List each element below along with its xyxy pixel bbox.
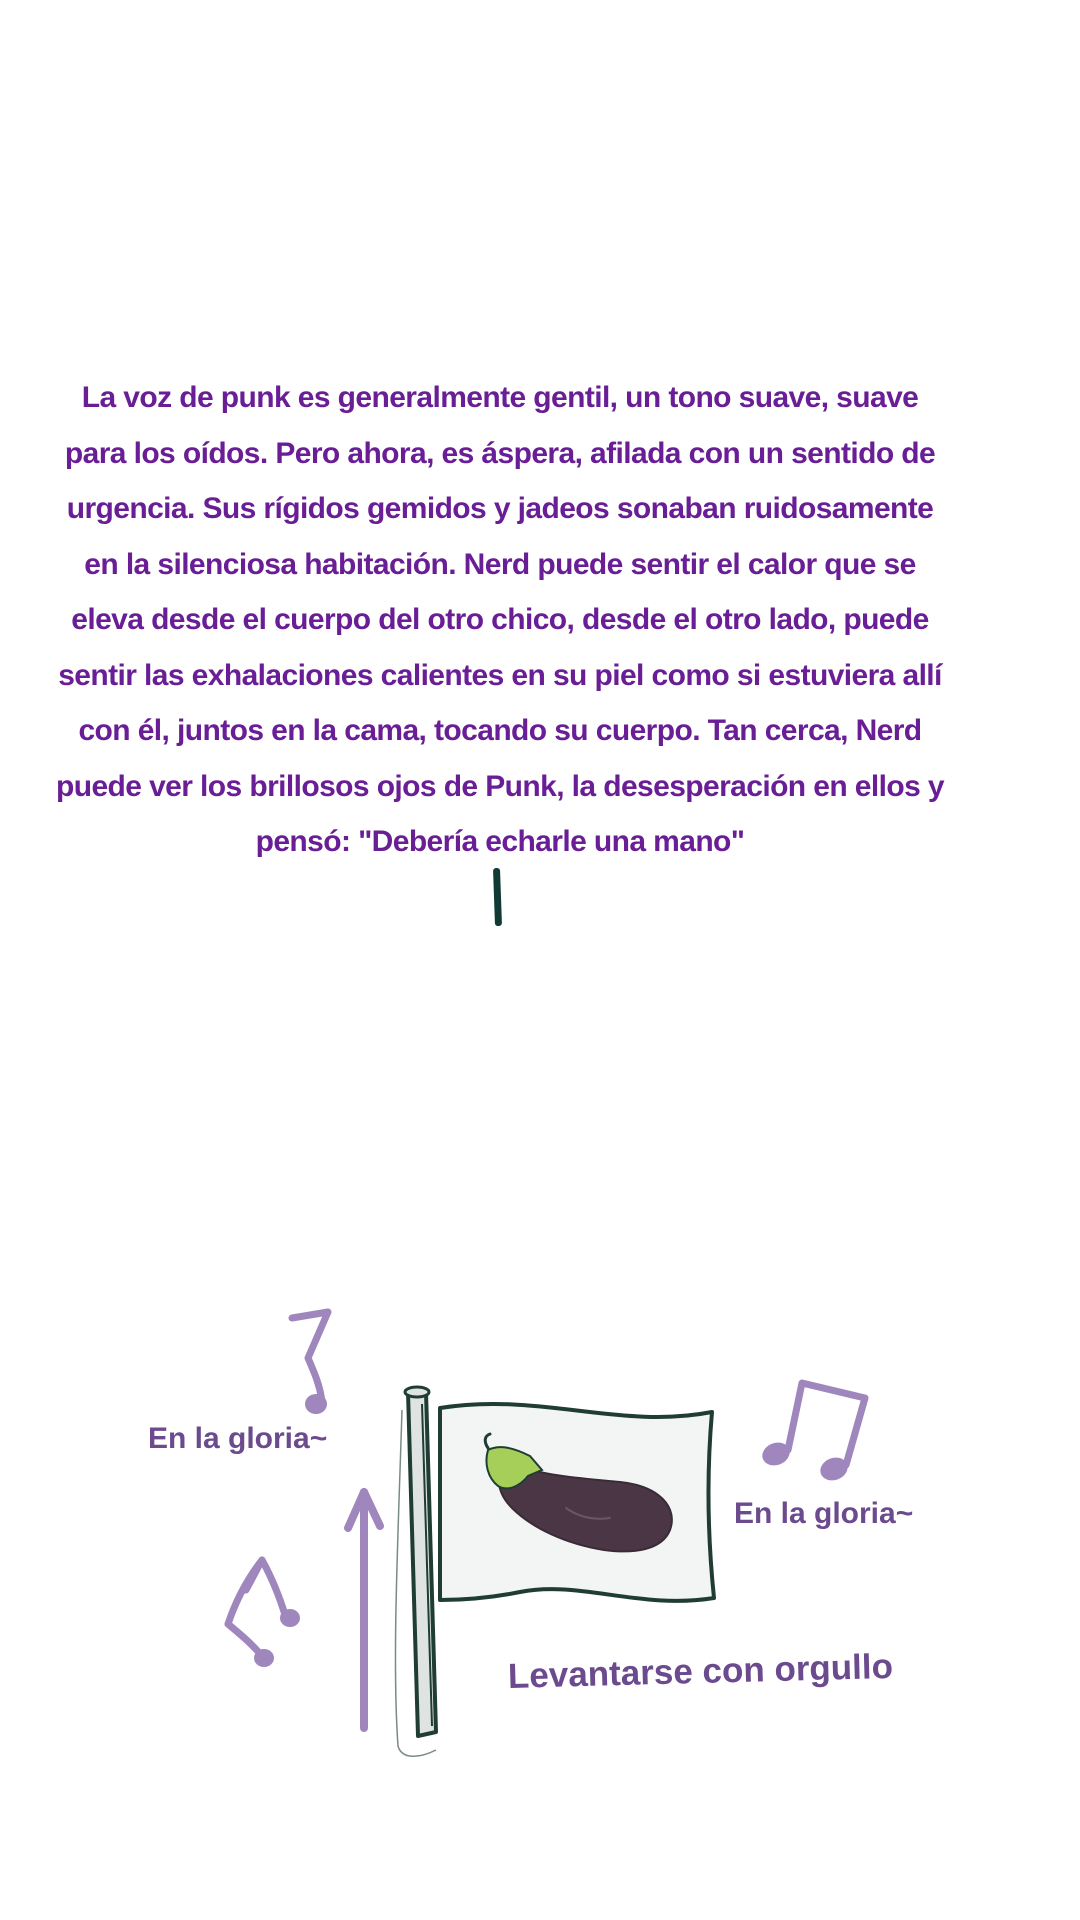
story-narration: La voz de punk es generalmente gentil, un tono suave, suave para los oídos. Pero ahora, es áspera, afilada con un sentido de urgencia. Sus rígidos gemidos y jadeos sonaban ruidosamente en la silenciosa habitación. Nerd puede sentir el calor que se eleva desde el cuerpo del otro chico, desde el otro lado, puede sentir las exhalaciones calientes en su piel como si estuviera allí con él, juntos en la cama, tocando su cuerpo. Tan cerca, Nerd puede ver los brillosos ojos de Punk, la desesperación en ellos y pensó: "Debería echarle una mano": [56, 381, 944, 858]
music-note-icon: [759, 1383, 865, 1484]
illustration-drawing: [0, 1280, 1080, 1800]
up-arrow-icon: [348, 1492, 380, 1728]
caption-bottom: Levantarse con orgullo: [507, 1646, 894, 1696]
music-note-icon: [228, 1560, 300, 1667]
caption-left: En la gloria~: [148, 1422, 328, 1455]
caption-right: En la gloria~: [734, 1497, 914, 1530]
music-note-icon: [292, 1312, 328, 1414]
pride-flag-illustration: [0, 1280, 1080, 1800]
divider-stroke: [493, 868, 502, 926]
flag-icon: [395, 1387, 714, 1756]
